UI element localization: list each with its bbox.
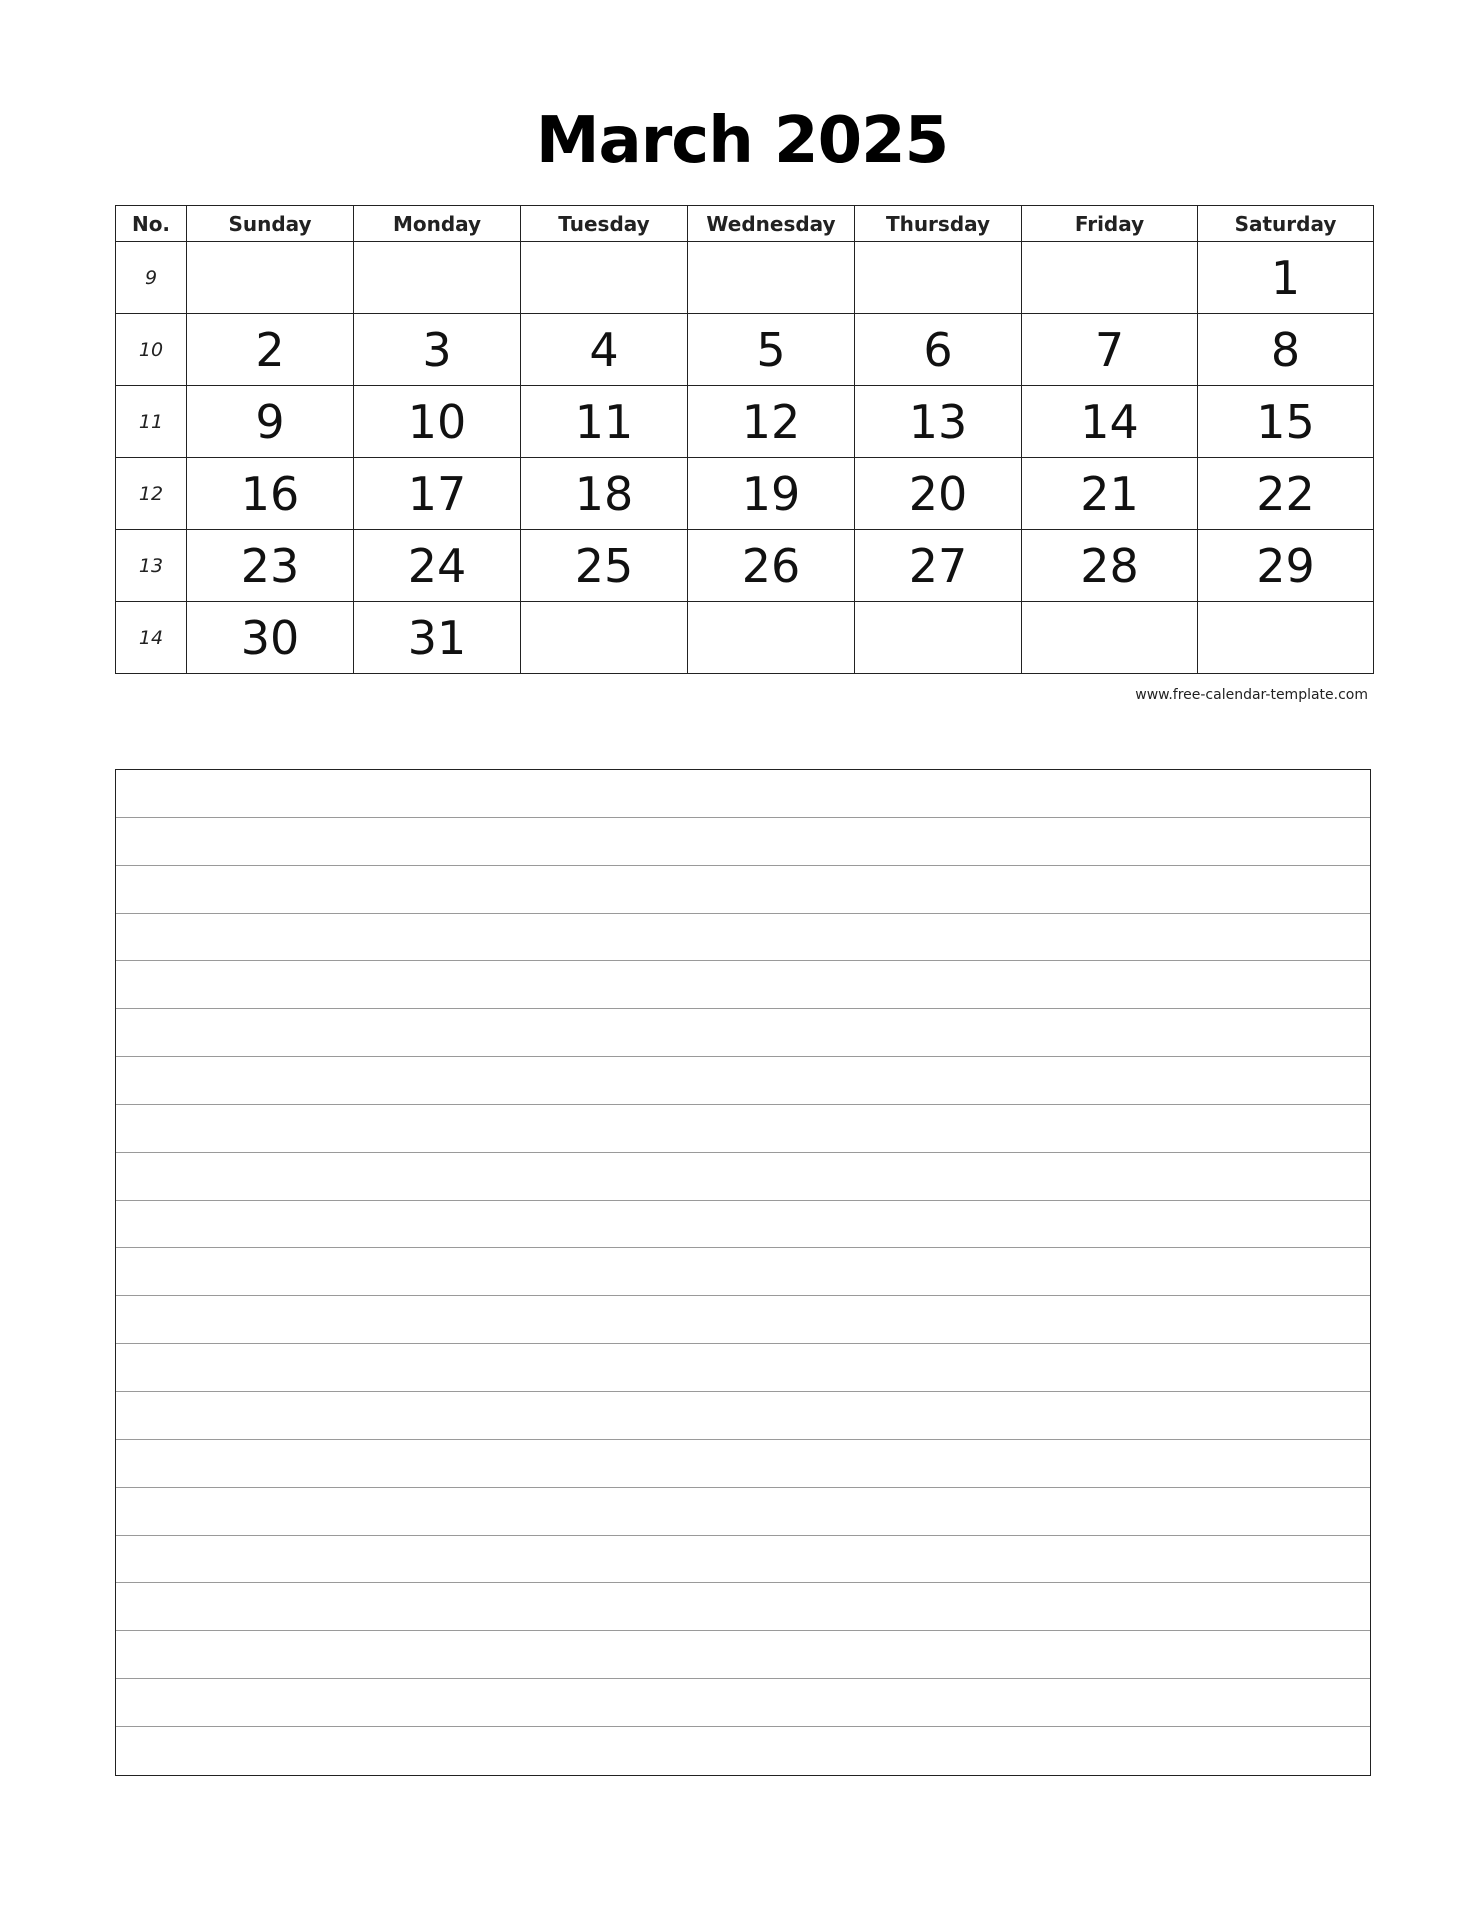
- day-cell: 31: [354, 602, 521, 674]
- week-number: 10: [116, 314, 187, 386]
- day-cell: 22: [1198, 458, 1374, 530]
- day-cell: 12: [688, 386, 855, 458]
- day-cell: 7: [1022, 314, 1198, 386]
- day-cell: 10: [354, 386, 521, 458]
- day-cell: [855, 242, 1022, 314]
- note-line: [116, 1679, 1370, 1727]
- calendar-grid: [115, 205, 1374, 674]
- website-credit: www.free-calendar-template.com: [1135, 687, 1368, 703]
- calendar-header-row: [116, 206, 1374, 242]
- note-line: [116, 1344, 1370, 1392]
- day-cell: [521, 602, 688, 674]
- note-line: [116, 1392, 1370, 1440]
- note-line: [116, 1105, 1370, 1153]
- day-cell: [688, 602, 855, 674]
- day-cell: 17: [354, 458, 521, 530]
- day-cell: 11: [521, 386, 688, 458]
- day-cell: 9: [187, 386, 354, 458]
- day-cell: 3: [354, 314, 521, 386]
- note-line: [116, 1727, 1370, 1775]
- day-cell: [354, 242, 521, 314]
- day-cell: 21: [1022, 458, 1198, 530]
- day-cell: 16: [187, 458, 354, 530]
- day-cell: [688, 242, 855, 314]
- note-line: [116, 866, 1370, 914]
- day-cell: 14: [1022, 386, 1198, 458]
- header-monday: Monday: [354, 206, 521, 242]
- day-cell: 1: [1198, 242, 1374, 314]
- day-cell: [1022, 242, 1198, 314]
- day-cell: 8: [1198, 314, 1374, 386]
- note-line: [116, 914, 1370, 962]
- week-row: [116, 386, 1374, 458]
- day-cell: [187, 242, 354, 314]
- header-thursday: Thursday: [855, 206, 1022, 242]
- note-line: [116, 961, 1370, 1009]
- header-sunday: Sunday: [187, 206, 354, 242]
- day-cell: 13: [855, 386, 1022, 458]
- page-title: March 2025: [535, 104, 949, 178]
- note-line: [116, 818, 1370, 866]
- day-cell: [521, 242, 688, 314]
- week-number: 12: [116, 458, 187, 530]
- week-number: 14: [116, 602, 187, 674]
- week-row: [116, 602, 1374, 674]
- header-week-no: No.: [116, 206, 187, 242]
- day-cell: 30: [187, 602, 354, 674]
- day-cell: 29: [1198, 530, 1374, 602]
- notes-area: [115, 769, 1371, 1776]
- week-number: 13: [116, 530, 187, 602]
- note-line: [116, 1248, 1370, 1296]
- header-friday: Friday: [1022, 206, 1198, 242]
- week-row: [116, 242, 1374, 314]
- week-row: [116, 314, 1374, 386]
- day-cell: 20: [855, 458, 1022, 530]
- header-saturday: Saturday: [1198, 206, 1374, 242]
- note-line: [116, 1296, 1370, 1344]
- week-row: [116, 530, 1374, 602]
- note-line: [116, 1201, 1370, 1249]
- note-line: [116, 1440, 1370, 1488]
- day-cell: 19: [688, 458, 855, 530]
- day-cell: 15: [1198, 386, 1374, 458]
- note-line: [116, 1631, 1370, 1679]
- note-line: [116, 1009, 1370, 1057]
- note-line: [116, 1488, 1370, 1536]
- day-cell: 24: [354, 530, 521, 602]
- note-line: [116, 1057, 1370, 1105]
- day-cell: 18: [521, 458, 688, 530]
- day-cell: 28: [1022, 530, 1198, 602]
- header-wednesday: Wednesday: [688, 206, 855, 242]
- day-cell: 23: [187, 530, 354, 602]
- header-tuesday: Tuesday: [521, 206, 688, 242]
- day-cell: [855, 602, 1022, 674]
- week-number: 9: [116, 242, 187, 314]
- day-cell: 27: [855, 530, 1022, 602]
- day-cell: 4: [521, 314, 688, 386]
- day-cell: 25: [521, 530, 688, 602]
- day-cell: 26: [688, 530, 855, 602]
- day-cell: 2: [187, 314, 354, 386]
- note-line: [116, 1536, 1370, 1584]
- note-line: [116, 1153, 1370, 1201]
- week-number: 11: [116, 386, 187, 458]
- day-cell: [1022, 602, 1198, 674]
- note-line: [116, 770, 1370, 818]
- day-cell: [1198, 602, 1374, 674]
- note-line: [116, 1583, 1370, 1631]
- day-cell: 6: [855, 314, 1022, 386]
- day-cell: 5: [688, 314, 855, 386]
- week-row: [116, 458, 1374, 530]
